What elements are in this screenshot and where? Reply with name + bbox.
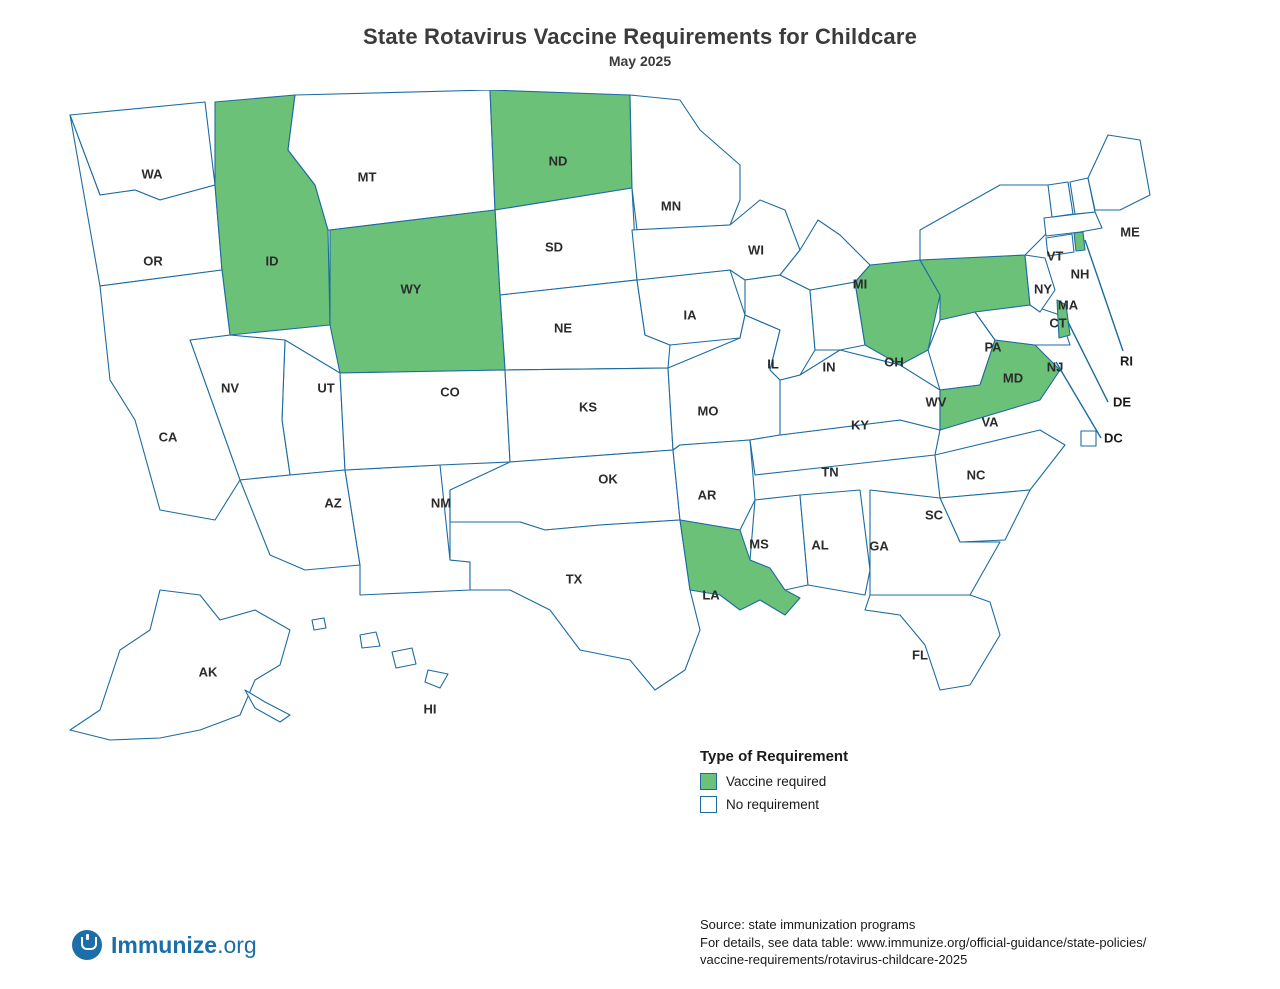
label-md: MD: [1002, 370, 1024, 386]
label-id: ID: [265, 253, 279, 269]
label-wy: WY: [400, 281, 422, 297]
legend-swatch-required: [700, 773, 717, 790]
state-ny[interactable]: [920, 185, 1060, 260]
state-co[interactable]: [340, 370, 510, 470]
label-ga: GA: [869, 538, 889, 554]
us-map: [40, 90, 1240, 750]
state-hi-3: [392, 648, 416, 668]
brand-name-bold: Immunize: [111, 931, 218, 958]
label-ut: UT: [317, 380, 335, 396]
brand-name: [111, 932, 257, 959]
state-me[interactable]: [1088, 135, 1150, 210]
state-hi-2: [360, 632, 380, 648]
callout-label-de: DE: [1113, 394, 1132, 410]
callout-line-ri: [1085, 240, 1123, 351]
label-or: OR: [143, 253, 163, 269]
source-note: [700, 916, 1260, 969]
label-pa: PA: [984, 339, 1002, 355]
label-wv: WV: [925, 394, 947, 410]
state-mn[interactable]: [630, 95, 740, 230]
state-ri[interactable]: [1074, 232, 1085, 251]
label-ia: IA: [683, 307, 697, 323]
label-ma: MA: [1057, 297, 1079, 313]
brand-name-light: .org: [217, 931, 257, 958]
label-ok: OK: [598, 471, 618, 487]
legend-title: Type of Requirement: [700, 748, 849, 765]
callout-line-de: [1068, 322, 1108, 402]
label-al: AL: [811, 537, 829, 553]
label-wa: WA: [141, 166, 163, 182]
label-me: ME: [1120, 224, 1140, 240]
label-nd: ND: [548, 153, 568, 169]
state-ak[interactable]: [70, 590, 290, 740]
callout-label-ri: RI: [1120, 353, 1133, 369]
label-nv: NV: [220, 380, 240, 396]
state-nc[interactable]: [935, 430, 1065, 498]
label-la: LA: [702, 587, 720, 603]
label-nh: NH: [1070, 266, 1090, 282]
label-nj: NJ: [1046, 359, 1064, 375]
state-ut[interactable]: [282, 340, 345, 475]
legend-swatch-none: [700, 796, 717, 813]
page-subtitle: May 2025: [608, 53, 672, 69]
label-ny: NY: [1033, 281, 1053, 297]
state-hi-4: [425, 670, 448, 688]
label-mo: MO: [697, 403, 719, 419]
label-sc: SC: [924, 507, 944, 523]
label-nm: NM: [430, 495, 452, 511]
label-co: CO: [440, 384, 460, 400]
shield-icon: [72, 930, 102, 960]
state-ar[interactable]: [673, 440, 755, 530]
label-mt: MT: [357, 169, 377, 185]
label-tx: TX: [565, 571, 583, 587]
state-vt[interactable]: [1048, 182, 1073, 217]
label-mi: MI: [852, 276, 868, 292]
label-wi: WI: [748, 242, 764, 258]
label-oh: OH: [884, 354, 904, 370]
label-az: AZ: [324, 495, 342, 511]
label-sd: SD: [544, 239, 564, 255]
state-fl[interactable]: [865, 595, 1000, 690]
label-nc: NC: [966, 467, 986, 483]
label-vt: VT: [1046, 248, 1064, 264]
source-line-2: For details, see data table: www.immunize.org/official-guidance/state-policies/: [700, 934, 1147, 950]
page-title: State Rotavirus Vaccine Requirements for Childcare: [362, 24, 918, 49]
label-va: VA: [981, 414, 999, 430]
label-ct: CT: [1049, 315, 1067, 331]
label-ca: CA: [158, 429, 178, 445]
state-ks[interactable]: [505, 368, 673, 462]
map-legend: [700, 748, 1030, 819]
label-ky: KY: [850, 417, 870, 433]
legend-item-none[interactable]: [700, 796, 1030, 813]
label-ks: KS: [578, 399, 598, 415]
source-line-3: vaccine-requirements/rotavirus-childcare-2025: [700, 952, 968, 968]
legend-item-required[interactable]: [700, 773, 1030, 790]
callout-label-dc: DC: [1104, 430, 1123, 446]
legend-label-required: Vaccine required: [726, 774, 827, 789]
label-fl: FL: [912, 647, 928, 663]
label-ms: MS: [749, 536, 769, 552]
label-ar: AR: [697, 487, 717, 503]
label-hi: HI: [423, 701, 437, 717]
label-in: IN: [822, 359, 836, 375]
immunize-logo[interactable]: [72, 930, 257, 960]
state-az[interactable]: [240, 470, 360, 570]
label-ak: AK: [198, 664, 218, 680]
state-oh[interactable]: [852, 260, 940, 365]
state-hi[interactable]: [312, 618, 326, 630]
label-tn: TN: [821, 464, 839, 480]
label-il: IL: [767, 356, 779, 372]
source-line-1: Source: state immunization programs: [700, 917, 916, 932]
label-ne: NE: [553, 320, 573, 336]
state-dc[interactable]: [1081, 431, 1096, 446]
state-ak-islands: [245, 690, 290, 722]
label-mn: MN: [660, 198, 682, 214]
legend-label-none: No requirement: [726, 797, 820, 812]
